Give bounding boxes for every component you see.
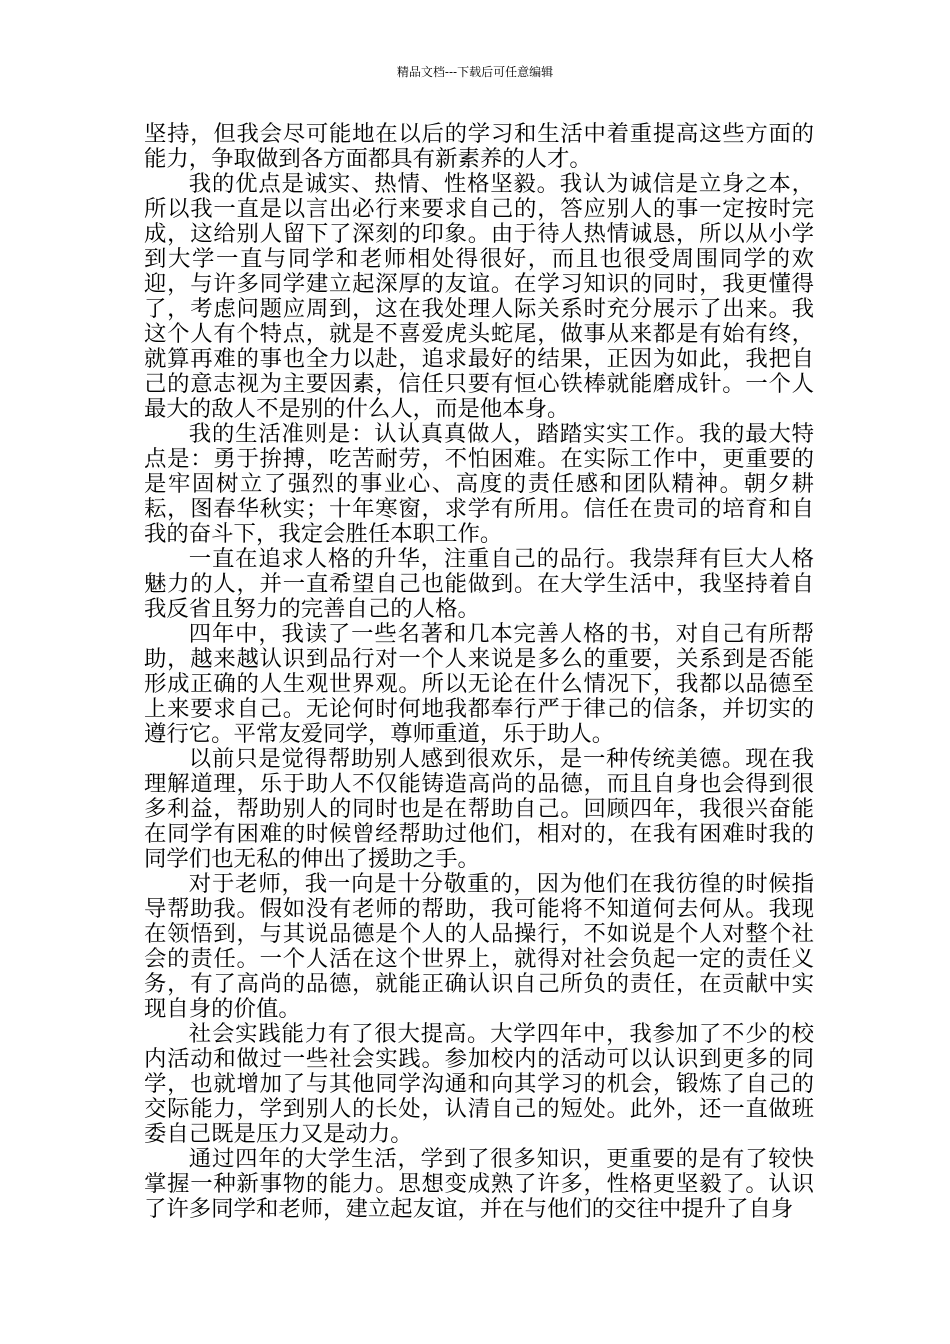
page-header: 精品文档---下载后可任意编辑 [396, 65, 554, 79]
document-body [144, 122, 814, 1222]
paragraph-3: 我的生活准则是：认认真真做人，踏踏实实工作。我的最大特点是：勇于拚搏，吃苦耐劳，不怕困难。在实际工作中，更重要的是牢固树立了强烈的事业心、高度的责任感和团队精神。朝夕耕耘，图春华秋实；十年寒窗，求学有所用。信任在贵司的培育和自我的奋斗下，我定会胜任本职工作。 [144, 421, 814, 547]
paragraph-2: 我的优点是诚实、热情、性格坚毅。我认为诚信是立身之本，所以我一直是以言出必行来要求自己的，答应别人的事一定按时完成，这给别人留下了深刻的印象。由于待人热情诚恳，所以从小学到大学一直与同学和老师相处得很好，而且也很受周围同学的欢迎，与许多同学建立起深厚的友谊。在学习知识的同时，我更懂得了，考虑问题应周到，这在我处理人际关系时充分展示了出来。我这个人有个特点，就是不喜爱虎头蛇尾，做事从来都是有始有终，就算再难的事也全力以赴，追求最好的结果，正因为如此，我把自己的意志视为主要因素，信任只要有恒心铁棒就能磨成针。一个人最大的敌人不是别的什么人，而是他本身。 [144, 171, 814, 422]
paragraph-6: 以前只是觉得帮助别人感到很欢乐，是一种传统美德。现在我理解道理，乐于助人不仅能铸造高尚的品德，而且自身也会得到很多利益，帮助别人的同时也是在帮助自己。回顾四年，我很兴奋能在同学有困难的时候曾经帮助过他们，相对的，在我有困难时我的同学们也无私的伸出了援助之手。 [144, 746, 814, 872]
paragraph-4: 一直在追求人格的升华，注重自己的品行。我崇拜有巨大人格魅力的人，并一直希望自己也能做到。在大学生活中，我坚持着自我反省且努力的完善自己的人格。 [144, 546, 814, 622]
paragraph-9: 通过四年的大学生活，学到了很多知识，更重要的是有了较快掌握一种新事物的能力。思想变成熟了许多，性格更坚毅了。认识了许多同学和老师，建立起友谊，并在与他们的交往中提升了自身 [144, 1146, 814, 1222]
paragraph-5: 四年中，我读了一些名著和几本完善人格的书，对自己有所帮助，越来越认识到品行对一个人来说是多么的重要，关系到是否能形成正确的人生观世界观。所以无论在什么情况下，我都以品德至上来要求自己。无论何时何地我都奉行严于律己的信条，并切实的遵行它。平常友爱同学，尊师重道，乐于助人。 [144, 621, 814, 747]
paragraph-7: 对于老师，我一向是十分敬重的，因为他们在我彷徨的时候指导帮助我。假如没有老师的帮助，我可能将不知道何去何从。我现在领悟到，与其说品德是个人的人品操行，不如说是个人对整个社会的责任。一个人活在这个世界上，就得对社会负起一定的责任义务，有了高尚的品德，就能正确认识自己所负的责任，在贡献中实现自身的价值。 [144, 871, 814, 1022]
paragraph-1: 坚持，但我会尽可能地在以后的学习和生活中着重提高这些方面的能力，争取做到各方面都具有新素养的人才。 [144, 121, 814, 172]
paragraph-8: 社会实践能力有了很大提高。大学四年中，我参加了不少的校内活动和做过一些社会实践。参加校内的活动可以认识到更多的同学，也就增加了与其他同学沟通和向其学习的机会，锻炼了自己的交际能力，学到别人的长处，认清自己的短处。此外，还一直做班委自己既是压力又是动力。 [144, 1021, 814, 1147]
